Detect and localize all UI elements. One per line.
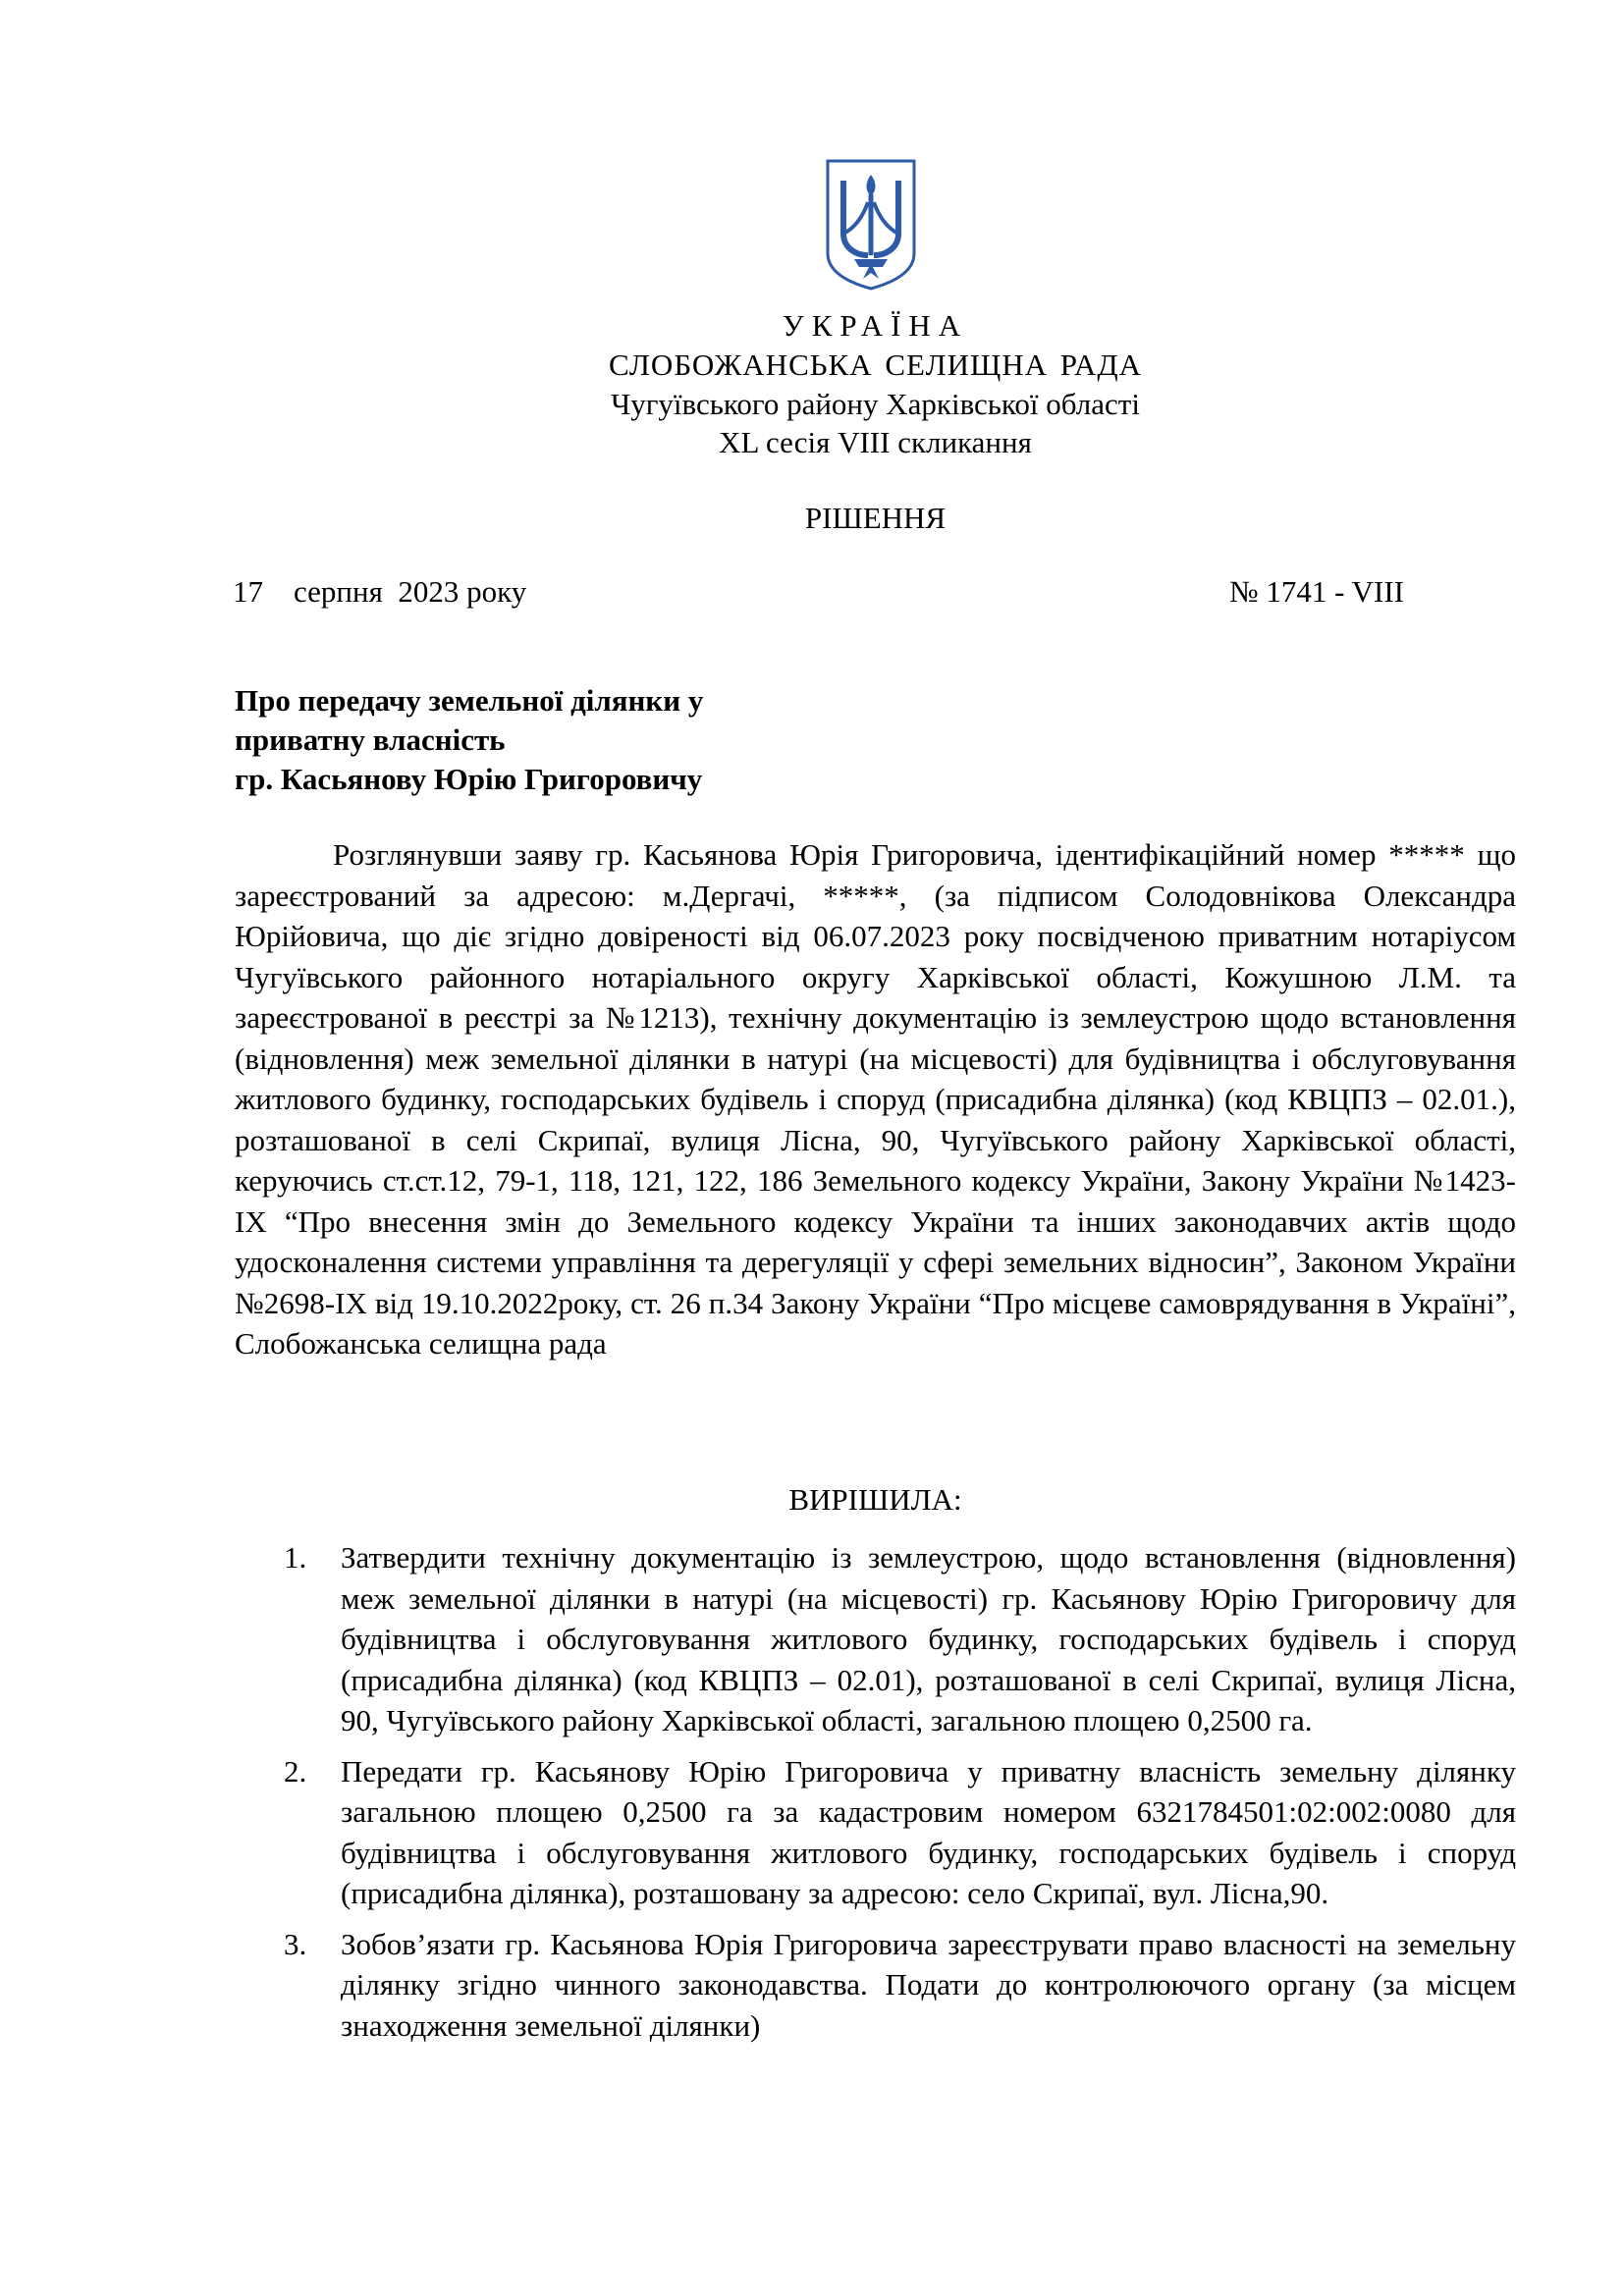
- date-number-row: [233, 572, 1404, 612]
- item-text: Затвердити технічну документацію із землеустрою, щодо встановлення (відновлення) меж земельної ділянки в натурі (на місцевості) гр. Касьянову Юрію Григоровичу для будівництва і обслуговування житлового будинку, господарських будівель і споруд (присадибна ділянка) (код КВЦПЗ – 02.01), розташованої в селі Скрипаї, вулиця Лісна, 90, Чугуївського району Харківської області, загальною площею 0,2500 га.: [341, 1540, 1516, 1737]
- item-number: 1.: [284, 1540, 307, 1575]
- item-text: Зобов’язати гр. Касьянова Юрія Григоровича зареєструвати право власності на земельну ділянку згідно чинного законодавства. Подати до контролюючого органу (за місцем знаходження земельної ділянки): [341, 1926, 1516, 2043]
- decision-number: № 1741 - VIII: [1229, 574, 1404, 609]
- list-item: [284, 1751, 1516, 1914]
- decision-items-list: [284, 1537, 1516, 2056]
- session-title: XL сесія VIII скликання: [719, 425, 1032, 459]
- council-title: СЛОБОЖАНСЬКА СЕЛИЩНА РАДА: [609, 347, 1142, 382]
- list-item: [284, 1537, 1516, 1741]
- subject-line: приватну власність: [235, 722, 506, 757]
- district-title: Чугуївського району Харківської області: [611, 387, 1140, 421]
- list-item: [284, 1924, 1516, 2047]
- preamble-paragraph: Розглянувши заяву гр. Касьянова Юрія Григоровича, ідентифікаційний номер ***** що зареєстрований за адресою: м.Дергачі, *****, (за підписом Солодовнікова Олександра Юрійовича, що діє згідно довіреності від 06.07.2023 року посвідченою приватним нотаріусом Чугуївського районного нотаріального округу Харківської області, Кожушною Л.М. та зареєстрованої в реєстрі за №1213), технічну документацію із землеустрою щодо встановлення (відновлення) меж земельної ділянки в натурі (на місцевості) для будівництва і обслуговування житлового будинку, господарських будівель і споруд (присадибна ділянка) (код КВЦПЗ – 02.01.), розташованої в селі Скрипаї, вулиця Лісна, 90, Чугуївського району Харківської області, керуючись ст.ст.12, 79-1, 118, 121, 122, 186 Земельного кодексу України, Закону України №1423-ІХ “Про внесення змін до Земельного кодексу України та інших законодавчих актів щодо удосконалення системи управління та дерегуляції у сфері земельних відносин”, Законом України №2698-ІХ від 19.10.2022року, ст. 26 п.34 Закону України “Про місцеве самоврядування в Україні”, Слобожанська селищна рада: [235, 837, 1516, 1361]
- item-number: 2.: [284, 1753, 307, 1789]
- subject-line: гр. Касьянову Юрію Григоровичу: [235, 762, 703, 796]
- item-text: Передати гр. Касьянову Юрію Григоровича у приватну власність земельну ділянку загальною площею 0,2500 га за кадастровим номером 6321784501:02:002:0080 для будівництва і обслуговування житлового будинку, господарських будівель і споруд (присадибна ділянка), розташовану за адресою: село Скрипаї, вул. Лісна,90.: [341, 1753, 1516, 1910]
- resolved-heading: ВИРІШИЛА:: [788, 1482, 962, 1517]
- decision-subject: [235, 681, 922, 799]
- document-type-title: РІШЕННЯ: [804, 501, 947, 535]
- decision-date: 17 серпня 2023 року: [233, 574, 527, 609]
- coat-of-arms-trident-icon: [822, 157, 920, 293]
- item-number: 3.: [284, 1926, 307, 1961]
- subject-line: Про передачу земельної ділянки у: [235, 683, 704, 718]
- country-title: УКРАЇНА: [782, 308, 969, 343]
